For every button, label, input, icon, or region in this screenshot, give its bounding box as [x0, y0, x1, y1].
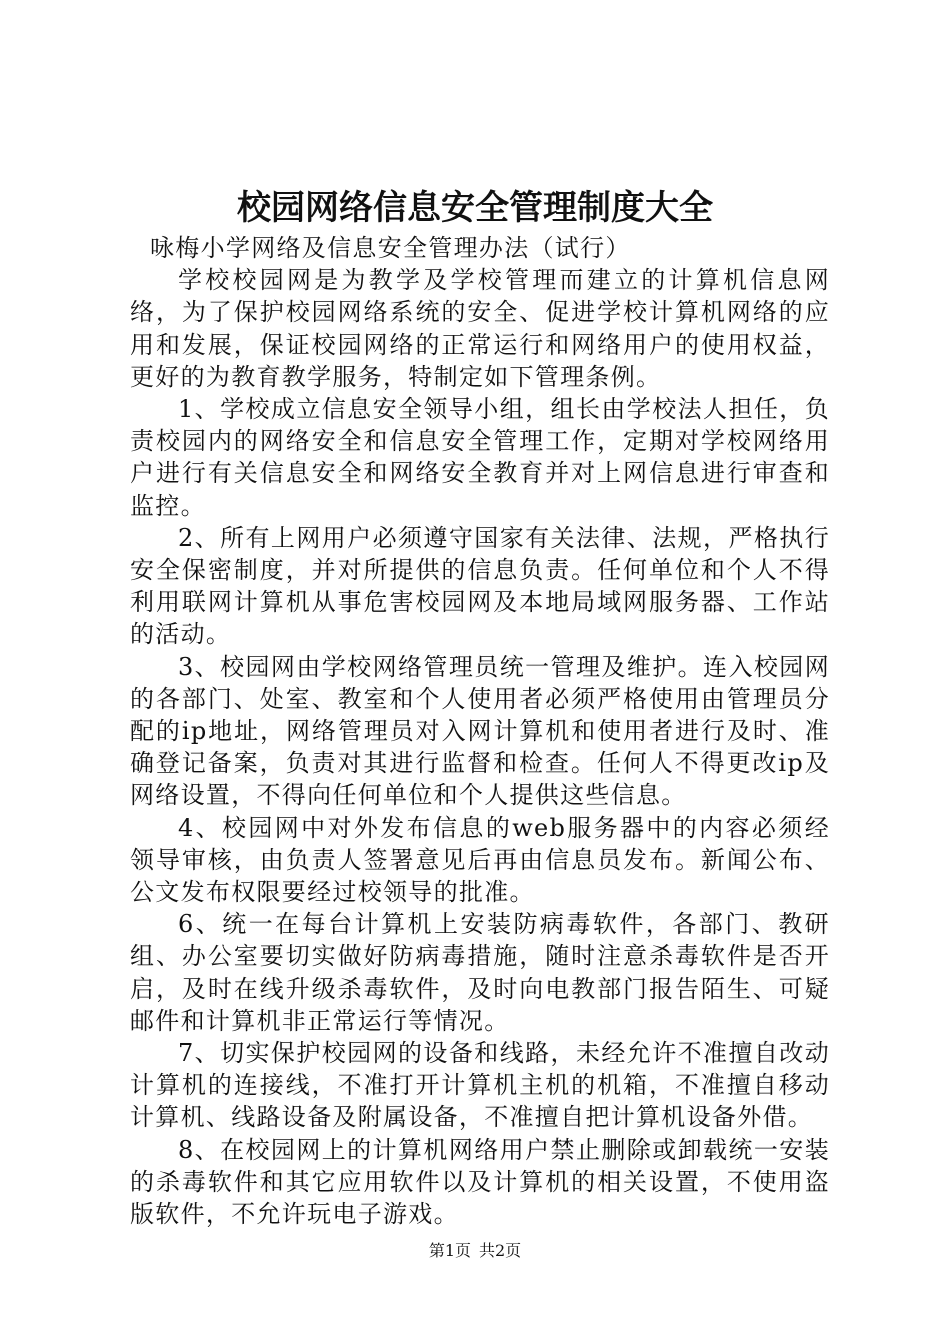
paragraph-item-4: 4、校园网中对外发布信息的web服务器中的内容必须经领导审核，由负责人签署意见后再由信息员发布。新闻公布、公文发布权限要经过校领导的批准。	[130, 813, 830, 907]
page-footer	[0, 1240, 950, 1262]
paragraph-intro: 学校校园网是为教学及学校管理而建立的计算机信息网络，为了保护校园网络系统的安全、促进学校计算机网络的应用和发展，保证校园网络的正常运行和网络用户的使用权益，更好的为教育教学服务，特制定如下管理条例。	[130, 266, 830, 391]
paragraph-item-8: 8、在校园网上的计算机网络用户禁止删除或卸载统一安装的杀毒软件和其它应用软件以及计算机的相关设置，不使用盗版软件，不允许玩电子游戏。	[130, 1135, 830, 1229]
paragraph-item-7: 7、切实保护校园网的设备和线路，未经允许不准擅自改动计算机的连接线，不准打开计算机主机的机箱，不准擅自移动计算机、线路设备及附属设备，不准擅自把计算机设备外借。	[130, 1039, 830, 1132]
paragraph-item-1: 1、学校成立信息安全领导小组，组长由学校法人担任，负责校园内的网络安全和信息安全管理工作，定期对学校网络用户进行有关信息安全和网络安全教育并对上网信息进行审查和监控。	[130, 395, 830, 520]
page-total: 共2页	[479, 1241, 522, 1260]
document-subtitle: 咏梅小学网络及信息安全管理办法（试行）	[150, 234, 631, 262]
paragraph-item-3: 3、校园网由学校网络管理员统一管理及维护。连入校园网的各部门、处室、教室和个人使用者必须严格使用由管理员分配的ip地址，网络管理员对入网计算机和使用者进行及时、准确登记备案，负责对其进行监督和检查。任何人不得更改ip及网络设置，不得向任何单位和个人提供这些信息。	[130, 652, 830, 810]
page-title: 校园网络信息安全管理制度大全	[237, 188, 713, 228]
paragraph-item-6: 6、统一在每台计算机上安装防病毒软件，各部门、教研组、办公室要切实做好防病毒措施，随时注意杀毒软件是否开启，及时在线升级杀毒软件，及时向电教部门报告陌生、可疑邮件和计算机非正常运行等情况。	[130, 910, 830, 1035]
paragraph-item-2: 2、所有上网用户必须遵守国家有关法律、法规，严格执行安全保密制度，并对所提供的信息负责。任何单位和个人不得利用联网计算机从事危害校园网及本地局域网服务器、工作站的活动。	[130, 523, 830, 649]
page-number: 第1页	[428, 1241, 471, 1260]
document-body	[130, 232, 830, 1230]
